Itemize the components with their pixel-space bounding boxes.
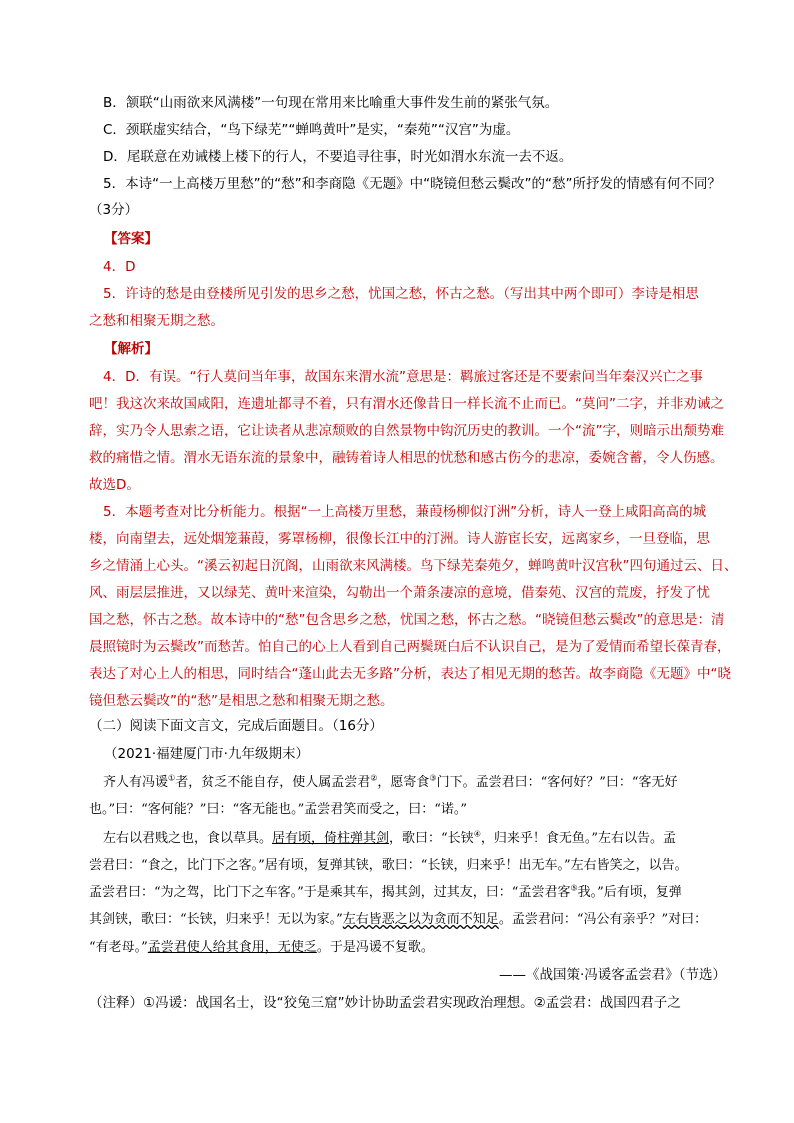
analysis-label: 【解析】: [104, 341, 158, 357]
analysis-5-line: 国之愁，怀古之愁。故本诗中的“愁”包含思乡之愁，忧国之愁，怀古之愁。“晓镜但愁云鬓改”的意思是：清: [89, 612, 725, 628]
answer-5-line1: 5．许诗的愁是由登楼所见引发的思乡之愁，忧国之愁，怀古之愁。（写出其中两个即可）李诗是相思: [103, 286, 699, 302]
passage-p2-line1: 左右以君贱之也，食以草具。居有顷，倚柱弹其剑，歌曰：“长铗④，归来乎！食无鱼。”左右以告。孟: [103, 829, 677, 846]
analysis-4-line: 故选D。: [89, 477, 140, 493]
analysis-4-line: 辞，实乃令人思索之语，它让读者从悲凉颓败的自然景物中钩沉历史的教训。一个“流”字，则暗示出颓势难: [89, 423, 724, 439]
answer-5-line2: 之愁和相聚无期之愁。: [89, 313, 224, 329]
passage-p2-line4: 其剑铗，歌曰：“长铗，归来乎！无以为家。”左右皆恶之以为贪而不知足。孟尝君问：“冯公有亲乎？”对曰：: [89, 912, 708, 927]
choice-c: C．颈联虚实结合，“鸟下绿芜”“蝉鸣黄叶”是实，“秦苑”“汉宫”为虚。: [103, 122, 520, 138]
section-2-source: （2021·福建厦门市·九年级期末）: [104, 746, 309, 762]
notes: （注释）①冯谖：战国名士，设“狡兔三窟”妙计协助孟尝君实现政治理想。②孟尝君：战国四君子之: [89, 995, 681, 1011]
analysis-4-line: 4．D．有误。“行人莫问当年事，故国东来渭水流”意思是：羁旅过客还是不要索问当年秦汉兴亡之事: [103, 369, 703, 385]
analysis-4-line: 救的痛惜之情。渭水无语东流的景象中，融铸着诗人相思的忧愁和感古伤今的悲凉，委婉含蓄，令人伤感。: [89, 450, 724, 466]
passage-citation: ——《战国策·冯谖客孟尝君》（节选）: [498, 967, 726, 983]
question-5-line1: 5．本诗“一上高楼万里愁”的“愁”和李商隐《无题》中“晓镜但愁云鬓改”的“愁”所抒发的情感有何不同？: [103, 176, 722, 192]
analysis-5-line: 晨照镜时为云鬓改”而愁苦。怕自己的心上人看到自己两鬓斑白后不认识自己，是为了爱情而希望长葆青春，: [89, 639, 731, 655]
answer-4: 4．D: [103, 259, 136, 275]
passage-p1-line1: 齐人有冯谖①者，贫乏不能自存，使人属孟尝君②，愿寄食③门下。孟尝君曰：“客何好？”曰：“客无好: [103, 773, 678, 790]
choice-b: B．颔联“山雨欲来风满楼”一句现在常用来比喻重大事件发生前的紧张气氛。: [103, 95, 559, 111]
passage-p2-line3: 孟尝君曰：“为之驾，比门下之车客。”于是乘其车，揭其剑，过其友，曰：“孟尝君客⑤我。”后有顷，复弹: [89, 883, 682, 900]
analysis-5-line: 表达了对心上人的相思，同时结合“蓬山此去无多路”分析，表达了相见无期的愁苦。故李商隐《无题》中“晓: [89, 666, 731, 682]
analysis-5-line: 乡之情涌上心头。“溪云初起日沉阁，山雨欲来风满楼。鸟下绿芜秦苑夕，蝉鸣黄叶汉宫秋”四句通过云、日、: [89, 558, 738, 574]
analysis-5-line: 5．本题考查对比分析能力。根据“一上高楼万里愁，蒹葭杨柳似汀洲”分析，诗人一登上咸阳高高的城: [103, 504, 707, 520]
analysis-5-line: 楼，向南望去，远处烟笼蒹葭，雾罩杨柳，很像长江中的汀洲。诗人游宦长安，远离家乡，一旦登临，思: [89, 531, 710, 547]
passage-p2-line2: 尝君曰：“食之，比门下之客。”居有顷，复弹其铗，歌曰：“长铗，归来乎！出无车。”左右皆笑之，以告。: [89, 858, 688, 873]
analysis-5-line: 风、雨层层推进，又以绿芜、黄叶来渲染，勾勒出一个萧条凄凉的意境，借秦苑、汉宫的荒废，抒发了忧: [89, 585, 710, 601]
passage-p2-line5: “有老母。”孟尝君使人给其食用，无使乏。于是冯谖不复歌。: [89, 940, 434, 955]
question-5-line2: （3分）: [89, 202, 139, 218]
passage-p1-line2: 也。”曰：“客何能？”曰：“客无能也。”孟尝君笑而受之，曰：“诺。”: [89, 802, 468, 817]
answer-label: 【答案】: [104, 231, 158, 247]
section-2-heading: （二）阅读下面文言文，完成后面题目。（16分）: [89, 718, 383, 734]
analysis-4-line: 吧！我这次来故国咸阳，连遗址都寻不着，只有渭水还像昔日一样长流不止而已。“莫问”二字，并非劝诫之: [89, 396, 724, 412]
choice-d: D．尾联意在劝诫楼上楼下的行人，不要追寻往事，时光如渭水东流一去不返。: [103, 149, 573, 165]
analysis-5-line: 镜但愁云鬓改”的“愁”是相思之愁和相聚无期之愁。: [89, 693, 394, 709]
